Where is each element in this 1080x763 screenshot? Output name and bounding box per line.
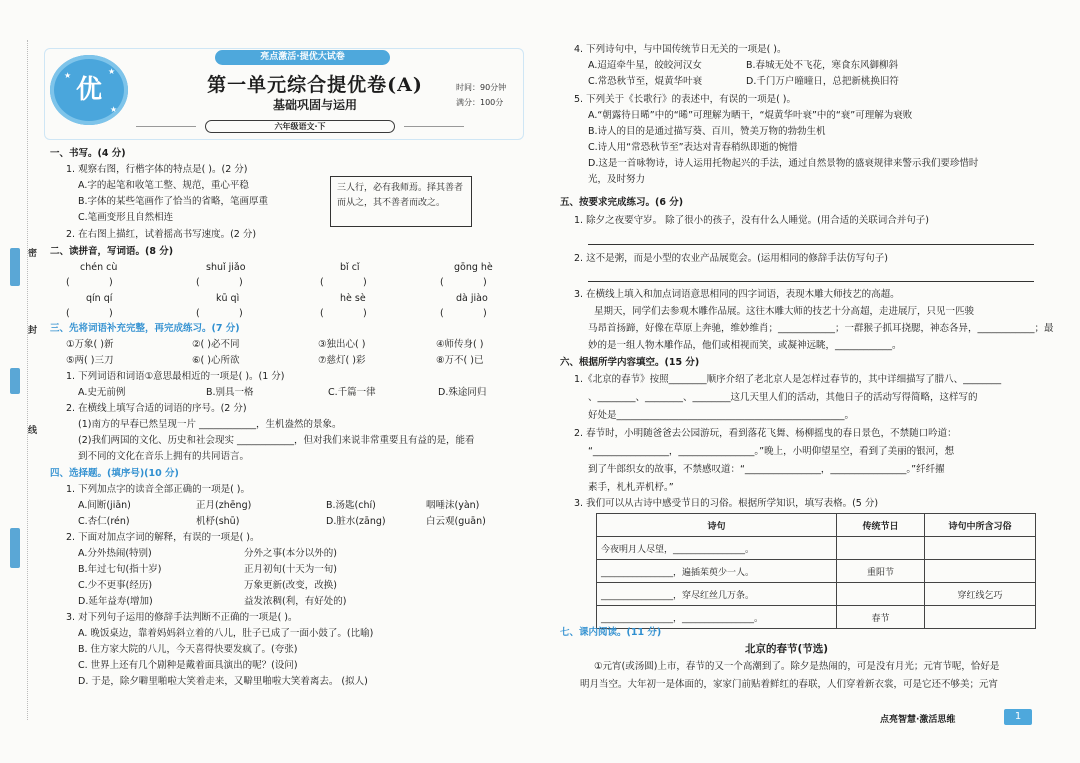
q3-2-2-cont: 到不同的文化在音乐上拥有的共同语言。 [78,451,250,462]
q6-1-cont2: 好处是________________________________________________。 [588,410,855,421]
q4-3-opt-d: D. 于是，除夕噼里啪啦大笑着走来，又噼里啪啦大笑着离去。 (拟人) [78,676,368,687]
q5-3: 3. 在横线上填入和加点词语意思相同的四字词语，表现木雕大师技艺的高超。 [574,289,900,300]
q5-3-passage-3: 妙的是一组人物木雕作品，他们或相视而笑，或凝神远眺，____________。 [588,340,902,351]
pinyin-8: dà jiào [456,293,488,304]
banner: 亮点激活·提优大试卷 [215,50,390,65]
q4-2-c2: 万象更新(改变，改换) [244,580,337,591]
pinyin-6: kū qì [216,293,240,304]
pinyin-3: bǐ cǐ [340,262,360,273]
q4-2-a1: A.分外热闹(特别) [78,548,152,559]
q4-5-opt-d: D.这是一首咏物诗，诗人运用托物起兴的手法，通过自然景物的盛衰规律来警示我们要珍惜时 [588,158,979,169]
pinyin-answer-3[interactable]: ( ) [320,277,367,288]
idiom-7[interactable]: ⑦慈灯( )彩 [318,355,366,366]
q4-1-d2: 白云观(guān) [426,516,486,527]
q4-2-b1: B.年过七旬(指十岁) [78,564,162,575]
pinyin-7: hè sè [340,293,366,304]
idiom-4[interactable]: ④师传身( ) [436,339,484,350]
pinyin-answer-row-1[interactable]: ( ) [66,277,113,288]
reading-para-1: ①元宵(或汤圆)上市，春节的又一个高潮到了。除夕是热闹的，可是没有月光；元宵节呢，恰好是 [594,661,1000,672]
logo-badge: 优 ★ ★ ★ [50,55,128,125]
section-6-heading: 六、根据所学内容填空。(15 分) [560,357,700,368]
poem-festival-4: 春节 [837,606,925,629]
q4-1-c1: C.杏仁(rén) [78,516,130,527]
q4-3-opt-c: C. 世界上还有几个剧种是戴着面具演出的呢？(设问) [78,660,298,671]
table-row [597,537,1036,560]
poem-th-festival: 传统节日 [837,514,925,537]
section-7-heading: 七、课内阅读。(11 分) [560,627,662,638]
q4-1-a2: 正月(zhēng) [196,500,252,511]
binding-strip [4,228,38,588]
reading-para-2: 明月当空。大年初一是体面的，家家门前贴着鲜红的春联，人们穿着新衣裳，可是它还不够美；元宵 [580,679,999,690]
pinyin-answer-6[interactable]: ( ) [196,308,243,319]
q4-5-opt-b: B.诗人的目的是通过描写葵、百川，赞美万物的勃勃生机 [588,126,826,137]
q4-4-opt-a: A.迢迢牵牛星，皎皎河汉女 [588,60,702,71]
poem-custom-1[interactable] [925,537,1036,560]
pinyin-5: qín qí [86,293,113,304]
q5-3-passage-2: 马昂首扬蹄，好像在草原上奔驰，维妙维肖；____________；一群猴子抓耳挠腮，神态各异，____________；最 [588,323,1054,334]
q4-4-opt-c: C.常恐秋节至，焜黄华叶衰 [588,76,703,87]
q4-1-b1: B.汤匙(chí) [326,500,376,511]
q3-2-2: (2)我们两国的文化、历史和社会现实 ____________，但对我们来说非常重要且有益的是，能看 [78,435,475,446]
handwriting-sample: 三人行，必有我师焉。择其善者而从之，其不善者而改之。 [330,176,472,227]
grade-label: 六年级语文·下 [205,120,395,133]
q1-1-opt-c: C.笔画变形且自然相连 [78,212,174,223]
q4-3-opt-a: A. 晚饭桌边，靠着妈妈斜立着的八儿，肚子已成了一面小鼓了。(比喻) [78,628,374,639]
idiom-1[interactable]: ①万象( )新 [66,339,114,350]
q3-1-opt-c: C.千篇一律 [328,387,376,398]
poem-festival-2: 重阳节 [837,560,925,583]
q4-2-d2: 益发浓稠(利，有好处的) [244,596,347,607]
q4-1-d1: D.脏水(zāng) [326,516,386,527]
binding-dotted-line [27,40,28,720]
pinyin-4: gōng hè [454,262,493,273]
table-row [597,606,1036,629]
poem-verse-1[interactable]: 今夜明月人尽望，________________。 [597,537,837,560]
q4-2-c1: C.少不更事(经历) [78,580,153,591]
q1-1: 1. 观察右图，行楷字体的特点是( )。(2 分) [66,164,248,175]
poem-th-verse: 诗句 [597,514,837,537]
pinyin-answer-5[interactable]: ( ) [66,308,113,319]
q3-1-opt-b: B.别具一格 [206,387,254,398]
idiom-8[interactable]: ⑧万不( )已 [436,355,484,366]
section-3-heading: 三、先将词语补充完整，再完成练习。(7 分) [50,323,240,334]
page-number: 1 [1004,709,1032,725]
table-row [597,583,1036,606]
q3-1-opt-a: A.史无前例 [78,387,126,398]
idiom-6[interactable]: ⑥( )心所欲 [192,355,240,366]
q3-1-opt-d: D.殊途同归 [438,387,487,398]
q5-2-answer-line[interactable] [588,281,1034,282]
q4-4-opt-b: B.春城无处不飞花，寒食东风御柳斜 [746,60,899,71]
footer-slogan: 点亮智慧·激活思维 [880,715,956,725]
page-subtitle: 基础巩固与运用 [272,98,357,112]
q6-2-cont2: 到了牛郎织女的故事，不禁感叹道：“________________，________________。”纤纤擢 [588,464,945,475]
q4-5-opt-a: A.“朝露待日晞”中的“晞”可理解为晒干，“焜黄华叶衰”中的“衰”可理解为衰败 [588,110,913,121]
q4-1-c2: 机杼(shū) [196,516,240,527]
q4-2-d1: D.延年益寿(增加) [78,596,153,607]
poem-table [596,513,1036,629]
q4-1-b2: 咽唾沫(yàn) [426,500,480,511]
exam-score: 满分：100分 [456,98,504,107]
q6-2: 2. 春节时，小明随爸爸去公园游玩，看到落花飞舞、杨柳摇曳的春日景色，不禁随口吟道： [574,428,957,439]
section-2-heading: 二、读拼音，写词语。(8 分) [50,246,174,257]
poem-verse-2[interactable]: ________________，遍插茱萸少一人。 [597,560,837,583]
q6-1: 1.《北京的春节》按照________顺序介绍了老北京人是怎样过春节的，其中详细描写了腊八、________ [574,374,1002,385]
binding-label-line: 线 [28,426,38,436]
q4-3: 3. 对下列句子运用的修辞手法判断不正确的一项是( )。 [66,612,298,623]
q3-1: 1. 下列词语和词语①意思最相近的一项是( )。(1 分) [66,371,285,382]
pinyin-1: chén cù [80,262,118,273]
binding-label-seal: 密 [28,249,38,259]
q4-1-a1: A.间断(jiān) [78,500,131,511]
exam-time: 时间：90分钟 [456,83,507,92]
table-row [597,560,1036,583]
q5-3-passage-1: 星期天，同学们去参观木雕作品展。这往木雕大师的技艺十分高超，走进展厅，只见一匹骏 [594,306,975,317]
q6-1-cont: 、________、________、________这几天里人们的活动，其他日子的活动写得简略，这样写的 [588,392,978,403]
q6-2-cont3: 素手，札札弄机杼。” [588,482,674,493]
q1-1-opt-a: A.字的起笔和收笔工整、规范，重心平稳 [78,180,249,191]
q5-1-answer-line[interactable] [588,244,1034,245]
q4-1: 1. 下列加点字的读音全部正确的一项是( )。 [66,484,251,495]
binding-label-close: 封 [28,326,38,336]
q5-1: 1. 除夕之夜要守岁。 除了很小的孩子，没有什么人睡觉。(用合适的关联词合并句子) [574,215,930,226]
section-5-heading: 五、按要求完成练习。(6 分) [560,197,684,208]
poem-festival-3[interactable] [837,583,925,606]
pinyin-answer-8[interactable]: ( ) [440,308,487,319]
poem-verse-4[interactable]: ________________，________________。 [597,606,837,629]
section-1-heading: 一、书写。(4 分) [50,148,126,159]
pinyin-2: shuǐ jiǎo [206,262,246,273]
page-title: 第一单元综合提优卷(A) [207,74,423,96]
q4-4: 4. 下列诗句中，与中国传统节日无关的一项是( )。 [574,44,787,55]
reading-title: 北京的春节(节选) [745,643,829,655]
q4-2: 2. 下面对加点字词的解释，有误的一项是( )。 [66,532,260,543]
poem-custom-2[interactable] [925,560,1036,583]
poem-custom-3: 穿红线乞巧 [925,583,1036,606]
q1-1-opt-b: B.字体的某些笔画作了恰当的省略，笔画厚重 [78,196,269,207]
poem-festival-1[interactable] [837,537,925,560]
q5-2: 2. 这不是粥，而是小型的农业产品展览会。(运用相同的修辞手法仿写句子) [574,253,888,264]
q6-2-cont: “________________，________________。”晚上，小明仰望星空，看到了美丽的银河，想 [588,446,955,457]
q4-3-opt-b: B. 住方家大院的八儿，今天喜得快要发疯了。(夸张) [78,644,298,655]
q4-4-opt-d: D.千门万户曈曈日，总把新桃换旧符 [746,76,899,87]
pinyin-answer-7[interactable]: ( ) [320,308,367,319]
q4-2-a2: 分外之事(本分以外的) [244,548,337,559]
q4-5: 5. 下列关于《长歌行》的表述中，有误的一项是( )。 [574,94,797,105]
q3-2: 2. 在横线上填写合适的词语的序号。(2 分) [66,403,247,414]
idiom-3[interactable]: ③独出心( ) [318,339,366,350]
idiom-2[interactable]: ②( )必不同 [192,339,240,350]
logo-char: 优 [75,75,102,105]
poem-custom-4[interactable] [925,606,1036,629]
q3-2-1: (1)南方的早春已然呈现一片 ____________，生机盎然的景象。 [78,419,342,430]
section-4-heading: 四、选择题。(填序号)(10 分) [50,468,179,479]
q4-5-opt-d-cont: 光，及时努力 [588,174,646,185]
idiom-5[interactable]: ⑤两( )三刀 [66,355,114,366]
pinyin-answer-2[interactable]: ( ) [196,277,243,288]
q6-3: 3. 我们可以从古诗中感受节日的习俗。根据所学知识，填写表格。(5 分) [574,498,879,509]
pinyin-answer-4[interactable]: ( ) [440,277,487,288]
q4-2-b2: 正月初旬(十天为一旬) [244,564,337,575]
q1-2: 2. 在右图上描红，试着摇高书写速度。(2 分) [66,229,257,240]
poem-table-header [597,514,1036,537]
poem-verse-3[interactable]: ________________，穿尽红丝几万条。 [597,583,837,606]
poem-th-custom: 诗句中所含习俗 [925,514,1036,537]
q4-5-opt-c: C.诗人用“常恐秋节至”表达对青春稍纵即逝的惋惜 [588,142,798,153]
